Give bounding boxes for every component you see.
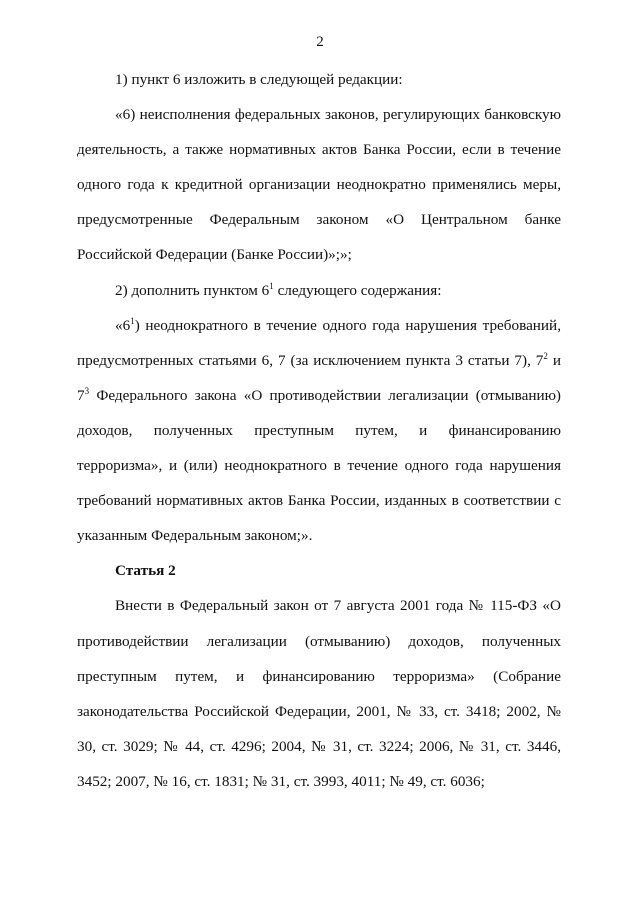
page-number: 2 — [316, 34, 324, 50]
quoted-point-6: «6) неисполнения федеральных законов, регулирующих банковскую деятельность, а также нормативных актов Банка России, если в течение одного года к кредитной организации неоднократно применялись меры, предусмотренные Федеральным законом «О Центральном банке Российской Федерации (Банке России)»;»; — [77, 106, 561, 264]
superscript: 1 — [269, 280, 274, 291]
document-body — [77, 62, 561, 799]
item-2-text-end: следующего содержания: — [273, 281, 442, 299]
article-2-body: Внести в Федеральный закон от 7 августа 2001 года № 115-ФЗ «О противодействии легализации (отмыванию) доходов, полученных преступным путем, и финансированию терроризма» (Собрание законодательства Российской Федерации, 2001, № 33, ст. 3418; 2002, № 30, ст. 3029; № 44, ст. 4296; 2004, № 31, ст. 3224; 2006, № 31, ст. 3446, 3452; 2007, № 16, ст. 1831; № 31, ст. 3993, 4011; № 49, ст. 6036; — [77, 597, 561, 790]
quote-text: и 7 — [77, 351, 561, 404]
superscript: 2 — [543, 350, 548, 361]
item-2-text: 2) дополнить пунктом 6 — [115, 281, 270, 299]
article-2-heading: Статья 2 — [115, 562, 176, 580]
superscript: 3 — [84, 385, 90, 396]
quote-text: ) неоднократного в течение одного года нарушения требований, предусмотренных статьями 6, 7 (за исключением пункта 3 статьи 7), 7 — [77, 316, 561, 369]
quoted-point-6-1 — [77, 308, 561, 554]
superscript: 1 — [130, 315, 135, 326]
item-1: 1) пункт 6 изложить в следующей редакции: — [115, 71, 403, 88]
item-2 — [77, 273, 561, 308]
quote-open: «6 — [115, 316, 131, 334]
quote-text: Федерального закона «О противодействии легализации (отмыванию) доходов, полученных преступным путем, и финансированию терроризма», и (или) неоднократного в течение одного года нарушения требований нормативных актов Банка России, изданных в соответствии с указанным Федеральным законом;». — [77, 386, 561, 545]
